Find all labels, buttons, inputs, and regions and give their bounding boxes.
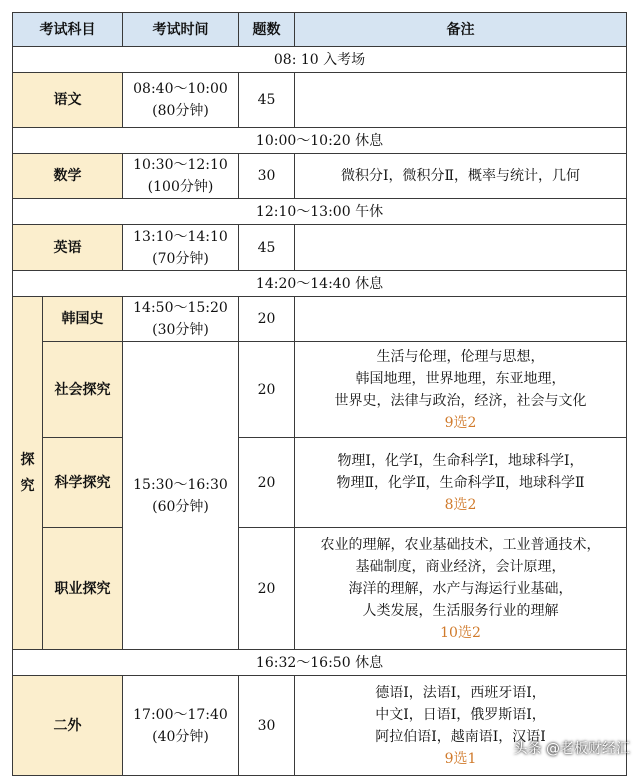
choice-count: 8选2 <box>444 496 477 513</box>
time-text: 08:40～10:00 <box>133 81 228 97</box>
time-text: 14:50～15:20 <box>133 300 228 316</box>
choice-count: 9选1 <box>444 750 477 767</box>
table-row-science <box>13 438 627 528</box>
time-cell <box>123 225 239 271</box>
count-science: 20 <box>239 438 295 528</box>
table-row-chinese <box>13 73 627 128</box>
header-time: 考试时间 <box>123 13 239 47</box>
duration-text: (40分钟) <box>152 728 209 745</box>
duration-text: (70分钟) <box>152 250 209 267</box>
table-row-vocational <box>13 528 627 650</box>
time-text: 15:30～16:30 <box>133 476 228 493</box>
time-cell-shared <box>123 342 239 650</box>
subject-foreign: 二外 <box>13 676 123 776</box>
exam-schedule-table <box>12 12 627 776</box>
choice-count: 10选2 <box>440 624 481 641</box>
count-korean-history: 20 <box>239 297 295 342</box>
note-line: 阿拉伯语Ⅰ，越南语Ⅰ，汉语Ⅰ <box>375 728 546 745</box>
note-line: 人类发展，生活服务行业的理解 <box>362 602 559 619</box>
time-cell <box>123 73 239 128</box>
note-line: 农业的理解，农业基础技术，工业普通技术， <box>320 536 601 553</box>
duration-text: (80分钟) <box>152 103 209 119</box>
watermark: 头条 @老板财经汇 <box>513 741 630 757</box>
table-row-foreign <box>13 676 627 776</box>
entry-time: 08: 10 入考场 <box>13 47 627 73</box>
table-row-english <box>13 225 627 271</box>
group-label-char: 究 <box>20 478 35 494</box>
table-row-social <box>13 342 627 438</box>
separator-row <box>13 128 627 154</box>
subject-vocational: 职业探究 <box>43 528 123 650</box>
note-line: 海洋的理解，水产与海运行业基础， <box>348 580 573 597</box>
note-line: 物理Ⅱ，化学Ⅱ，生命科学Ⅱ，地球科学Ⅱ <box>336 474 585 491</box>
group-label-char: 探 <box>20 452 35 468</box>
note-science <box>295 438 627 528</box>
separator-row <box>13 47 627 73</box>
break-2: 14:20～14:40 休息 <box>13 271 627 297</box>
count-math: 30 <box>239 154 295 199</box>
time-text: 17:00～17:40 <box>133 706 228 723</box>
header-subject: 考试科目 <box>13 13 123 47</box>
lunch-break: 12:10～13:00 午休 <box>13 199 627 225</box>
separator-row <box>13 271 627 297</box>
break-3: 16:32～16:50 休息 <box>13 650 627 676</box>
header-note: 备注 <box>295 13 627 47</box>
time-cell <box>123 676 239 776</box>
count-chinese: 45 <box>239 73 295 128</box>
table-row-korean-history <box>13 297 627 342</box>
note-line: 韩国地理，世界地理，东亚地理， <box>355 370 566 387</box>
time-cell <box>123 154 239 199</box>
note-social <box>295 342 627 438</box>
note-line: 物理Ⅰ，化学Ⅰ，生命科学Ⅰ，地球科学Ⅰ， <box>337 452 584 469</box>
duration-text: (100分钟) <box>147 179 214 195</box>
subject-chinese: 语文 <box>13 73 123 128</box>
note-chinese <box>295 73 627 128</box>
duration-text: (60分钟) <box>152 498 209 515</box>
subject-english: 英语 <box>13 225 123 271</box>
note-foreign <box>295 676 627 776</box>
count-vocational: 20 <box>239 528 295 650</box>
note-line: 中文Ⅰ，日语Ⅰ，俄罗斯语Ⅰ， <box>375 706 546 723</box>
subject-science: 科学探究 <box>43 438 123 528</box>
count-social: 20 <box>239 342 295 438</box>
subject-korean-history: 韩国史 <box>43 297 123 342</box>
choice-count: 9选2 <box>444 414 477 431</box>
count-english: 45 <box>239 225 295 271</box>
note-math: 微积分Ⅰ，微积分Ⅱ，概率与统计，几何 <box>295 154 627 199</box>
count-foreign: 30 <box>239 676 295 776</box>
note-korean-history <box>295 297 627 342</box>
header-row <box>13 13 627 47</box>
subject-math: 数学 <box>13 154 123 199</box>
note-line: 世界史，法律与政治，经济，社会与文化 <box>334 392 587 409</box>
group-label-explore <box>13 297 43 650</box>
note-english <box>295 225 627 271</box>
time-cell <box>123 297 239 342</box>
duration-text: (30分钟) <box>152 322 209 338</box>
subject-social: 社会探究 <box>43 342 123 438</box>
note-line: 德语Ⅰ，法语Ⅰ，西班牙语Ⅰ， <box>375 684 546 701</box>
time-text: 13:10～14:10 <box>133 228 228 245</box>
time-text: 10:30～12:10 <box>133 157 228 173</box>
note-vocational <box>295 528 627 650</box>
break-1: 10:00～10:20 休息 <box>13 128 627 154</box>
header-count: 题数 <box>239 13 295 47</box>
separator-row <box>13 650 627 676</box>
table-row-math <box>13 154 627 199</box>
separator-row <box>13 199 627 225</box>
note-line: 生活与伦理，伦理与思想， <box>376 348 545 365</box>
note-line: 基础制度，商业经济，会计原理， <box>355 558 566 575</box>
